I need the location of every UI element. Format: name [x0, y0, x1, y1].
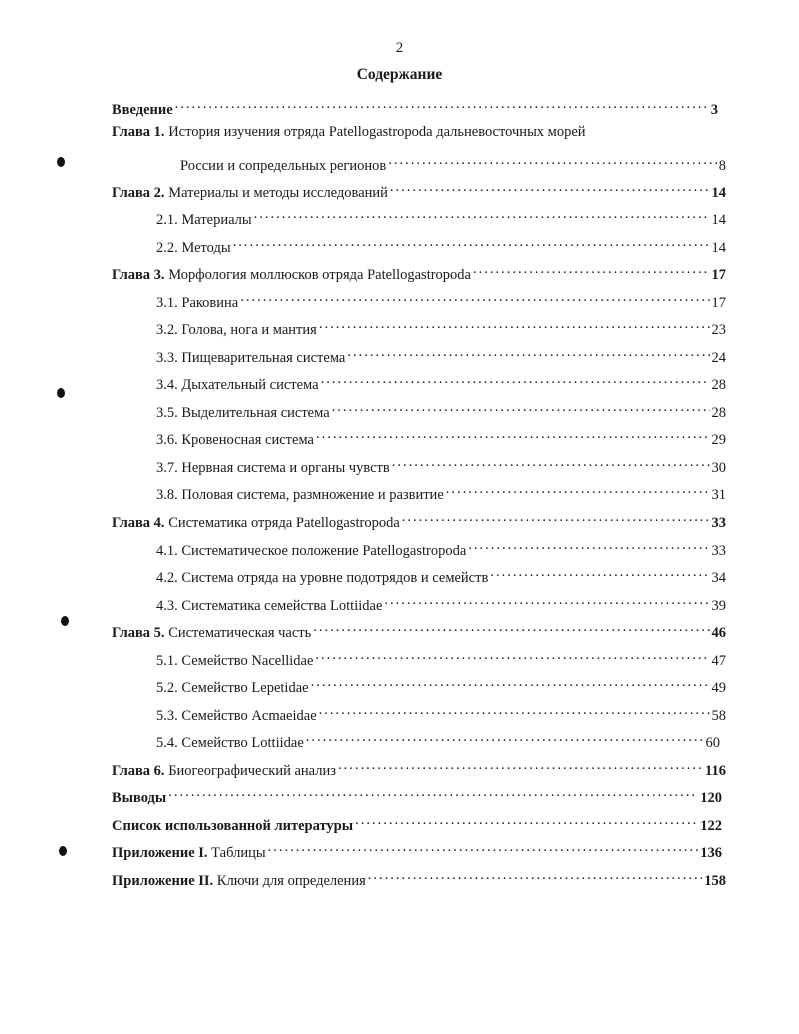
toc-page-number: 122: [700, 818, 722, 834]
toc-entry-label: 2.2. Методы: [156, 240, 231, 256]
dot-leader: [347, 342, 709, 362]
dot-leader: [313, 617, 709, 637]
toc-entry-label: 3.5. Выделительная система: [156, 405, 330, 421]
toc-entry-prefix: Глава 6.: [112, 763, 165, 779]
toc-entry-3-7[interactable]: [156, 452, 726, 476]
toc-entry-label: Ключи для определения: [213, 873, 366, 889]
toc-entry-prefix: Глава 2.: [112, 185, 165, 201]
toc-page-number: 17: [711, 295, 726, 311]
dot-leader: [168, 782, 698, 802]
toc-entry-2-1[interactable]: [156, 204, 726, 228]
toc-entry-chapter-1-continuation[interactable]: [180, 150, 726, 174]
toc-entry-introduction[interactable]: [112, 94, 718, 118]
dot-leader: [316, 424, 710, 444]
toc-page-number: 34: [711, 570, 726, 586]
dot-leader: [311, 672, 710, 692]
dot-leader: [490, 562, 709, 582]
toc-page-number: 116: [705, 763, 726, 779]
toc-page-number: 30: [711, 460, 726, 476]
toc-page-number: 39: [711, 598, 726, 614]
toc-entry-label: Систематическая часть: [164, 625, 312, 641]
dot-leader: [468, 535, 709, 555]
hole-punch-mark: [57, 388, 65, 398]
toc-entry-prefix: Глава 1.: [112, 124, 165, 140]
toc-entry-prefix: Глава 4.: [112, 515, 165, 531]
toc-entry-label: 3.2. Голова, нога и мантия: [156, 322, 317, 338]
toc-entry-conclusions[interactable]: [112, 782, 722, 806]
toc-page-number: 28: [711, 405, 726, 421]
toc-entry-prefix: Глава 5.: [112, 625, 165, 641]
toc-page-number: 29: [711, 432, 726, 448]
toc-entry-label: 4.3. Систематика семейства Lottiidae: [156, 598, 383, 614]
dot-leader: [321, 369, 710, 389]
dot-leader: [338, 755, 703, 775]
toc-entry-label: 4.2. Система отряда на уровне подотрядов и семейств: [156, 570, 489, 586]
toc-page-number: 33: [711, 543, 726, 559]
toc-entry-5-4[interactable]: [156, 727, 720, 751]
toc-entry-chapter-3[interactable]: [112, 259, 726, 283]
dot-leader: [233, 232, 710, 252]
toc-page-number: 23: [711, 322, 726, 338]
toc-page-number: 49: [711, 680, 726, 696]
toc-page-number: 8: [718, 158, 726, 174]
dot-leader: [384, 590, 709, 610]
toc-entry-label: 3.7. Нервная система и органы чувств: [156, 460, 390, 476]
toc-entry-3-6[interactable]: [156, 424, 726, 448]
toc-page-number: 158: [704, 873, 726, 889]
toc-entry-5-2[interactable]: [156, 672, 726, 696]
toc-entry-label: Введение: [112, 102, 173, 118]
dot-leader: [446, 479, 710, 499]
dot-leader: [390, 177, 710, 197]
toc-entry-label: 5.4. Семейство Lottiidae: [156, 735, 304, 751]
toc-entry-label: Материалы и методы исследований: [164, 185, 388, 201]
dot-leader: [315, 645, 709, 665]
toc-entry-prefix: Приложение II.: [112, 873, 214, 889]
toc-entry-4-2[interactable]: [156, 562, 726, 586]
toc-page-number: 17: [711, 267, 726, 283]
toc-page-number: 31: [711, 487, 726, 503]
toc-page-number: 3: [710, 102, 718, 118]
toc-entry-3-8[interactable]: [156, 479, 726, 503]
toc-entry-label: 3.4. Дыхательный система: [156, 377, 319, 393]
toc-entry-references[interactable]: [112, 810, 722, 834]
toc-entry-5-1[interactable]: [156, 645, 726, 669]
toc-entry-label: 2.1. Материалы: [156, 212, 252, 228]
toc-entry-label: 5.2. Семейство Lepetidae: [156, 680, 309, 696]
toc-entry-label: 5.1. Семейство Nacellidae: [156, 653, 314, 669]
toc-entry-prefix: Глава 3.: [112, 267, 165, 283]
toc-page-number: 14: [711, 185, 726, 201]
toc-entry-5-3[interactable]: [156, 700, 726, 724]
dot-leader: [268, 837, 699, 857]
toc-entry-label: 5.3. Семейство Acmaeidae: [156, 708, 317, 724]
toc-entry-3-2[interactable]: [156, 314, 726, 338]
dot-leader: [319, 314, 710, 334]
toc-entry-label: Морфология моллюсков отряда Patellogastropoda: [164, 267, 471, 283]
toc-entry-3-3[interactable]: [156, 342, 726, 366]
dot-leader: [392, 452, 710, 472]
dot-leader: [355, 810, 698, 830]
toc-entry-label: Биогеографический анализ: [164, 763, 336, 779]
toc-page-number: 14: [711, 212, 726, 228]
toc-entry-appendix-2[interactable]: [112, 865, 726, 889]
dot-leader: [332, 397, 710, 417]
toc-page-number: 136: [700, 845, 722, 861]
toc-entry-3-5[interactable]: [156, 397, 726, 421]
toc-entry-label: Систематика отряда Patellogastropoda: [164, 515, 400, 531]
toc-page-number: 46: [711, 625, 726, 641]
hole-punch-mark: [57, 157, 65, 167]
toc-entry-label: России и сопредельных регионов: [180, 158, 387, 174]
dot-leader: [175, 94, 709, 114]
toc-entry-chapter-5[interactable]: [112, 617, 726, 641]
toc-entry-label: Список использованной литературы: [112, 818, 354, 834]
toc-entry-4-1[interactable]: [156, 535, 726, 559]
hole-punch-mark: [61, 616, 69, 626]
toc-entry-label: 3.3. Пищеварительная система: [156, 350, 346, 366]
toc-entry-3-1[interactable]: [156, 287, 726, 311]
toc-entry-label: Таблицы: [207, 845, 266, 861]
toc-entry-3-4[interactable]: [156, 369, 726, 393]
dot-leader: [368, 865, 703, 885]
toc-entry-label: История изучения отряда Patellogastropoda дальневосточных морей: [164, 124, 586, 140]
toc-page-number: 24: [711, 350, 726, 366]
page-title: Содержание: [356, 66, 443, 83]
toc-page-number: 28: [711, 377, 726, 393]
toc-entry-chapter-1[interactable]: [112, 122, 586, 142]
toc-page-number: 47: [711, 653, 726, 669]
dot-leader: [319, 700, 710, 720]
toc-entry-2-2[interactable]: [156, 232, 726, 256]
dot-leader: [306, 727, 704, 747]
toc-entry-prefix: Приложение I.: [112, 845, 208, 861]
dot-leader: [388, 150, 717, 170]
dot-leader: [473, 259, 710, 279]
dot-leader: [240, 287, 709, 307]
toc-entry-label: 3.8. Половая система, размножение и развитие: [156, 487, 444, 503]
toc-entry-label: Выводы: [112, 790, 167, 806]
dot-leader: [402, 507, 710, 527]
toc-page-number: 58: [711, 708, 726, 724]
toc-entry-label: 3.1. Раковина: [156, 295, 239, 311]
toc-page-number: 14: [711, 240, 726, 256]
toc-entry-chapter-2[interactable]: [112, 177, 726, 201]
page-number: 2: [395, 40, 404, 56]
toc-entry-appendix-1[interactable]: [112, 837, 722, 861]
toc-entry-4-3[interactable]: [156, 590, 726, 614]
hole-punch-mark: [59, 846, 67, 856]
toc-entry-chapter-6[interactable]: [112, 755, 726, 779]
toc-entry-chapter-4[interactable]: [112, 507, 726, 531]
toc-entry-label: 3.6. Кровеносная система: [156, 432, 314, 448]
toc-page-number: 60: [705, 735, 720, 751]
toc-page-number: 33: [711, 515, 726, 531]
dot-leader: [254, 204, 710, 224]
toc-page-number: 120: [700, 790, 722, 806]
toc-entry-label: 4.1. Систематическое положение Patellogastropoda: [156, 543, 467, 559]
